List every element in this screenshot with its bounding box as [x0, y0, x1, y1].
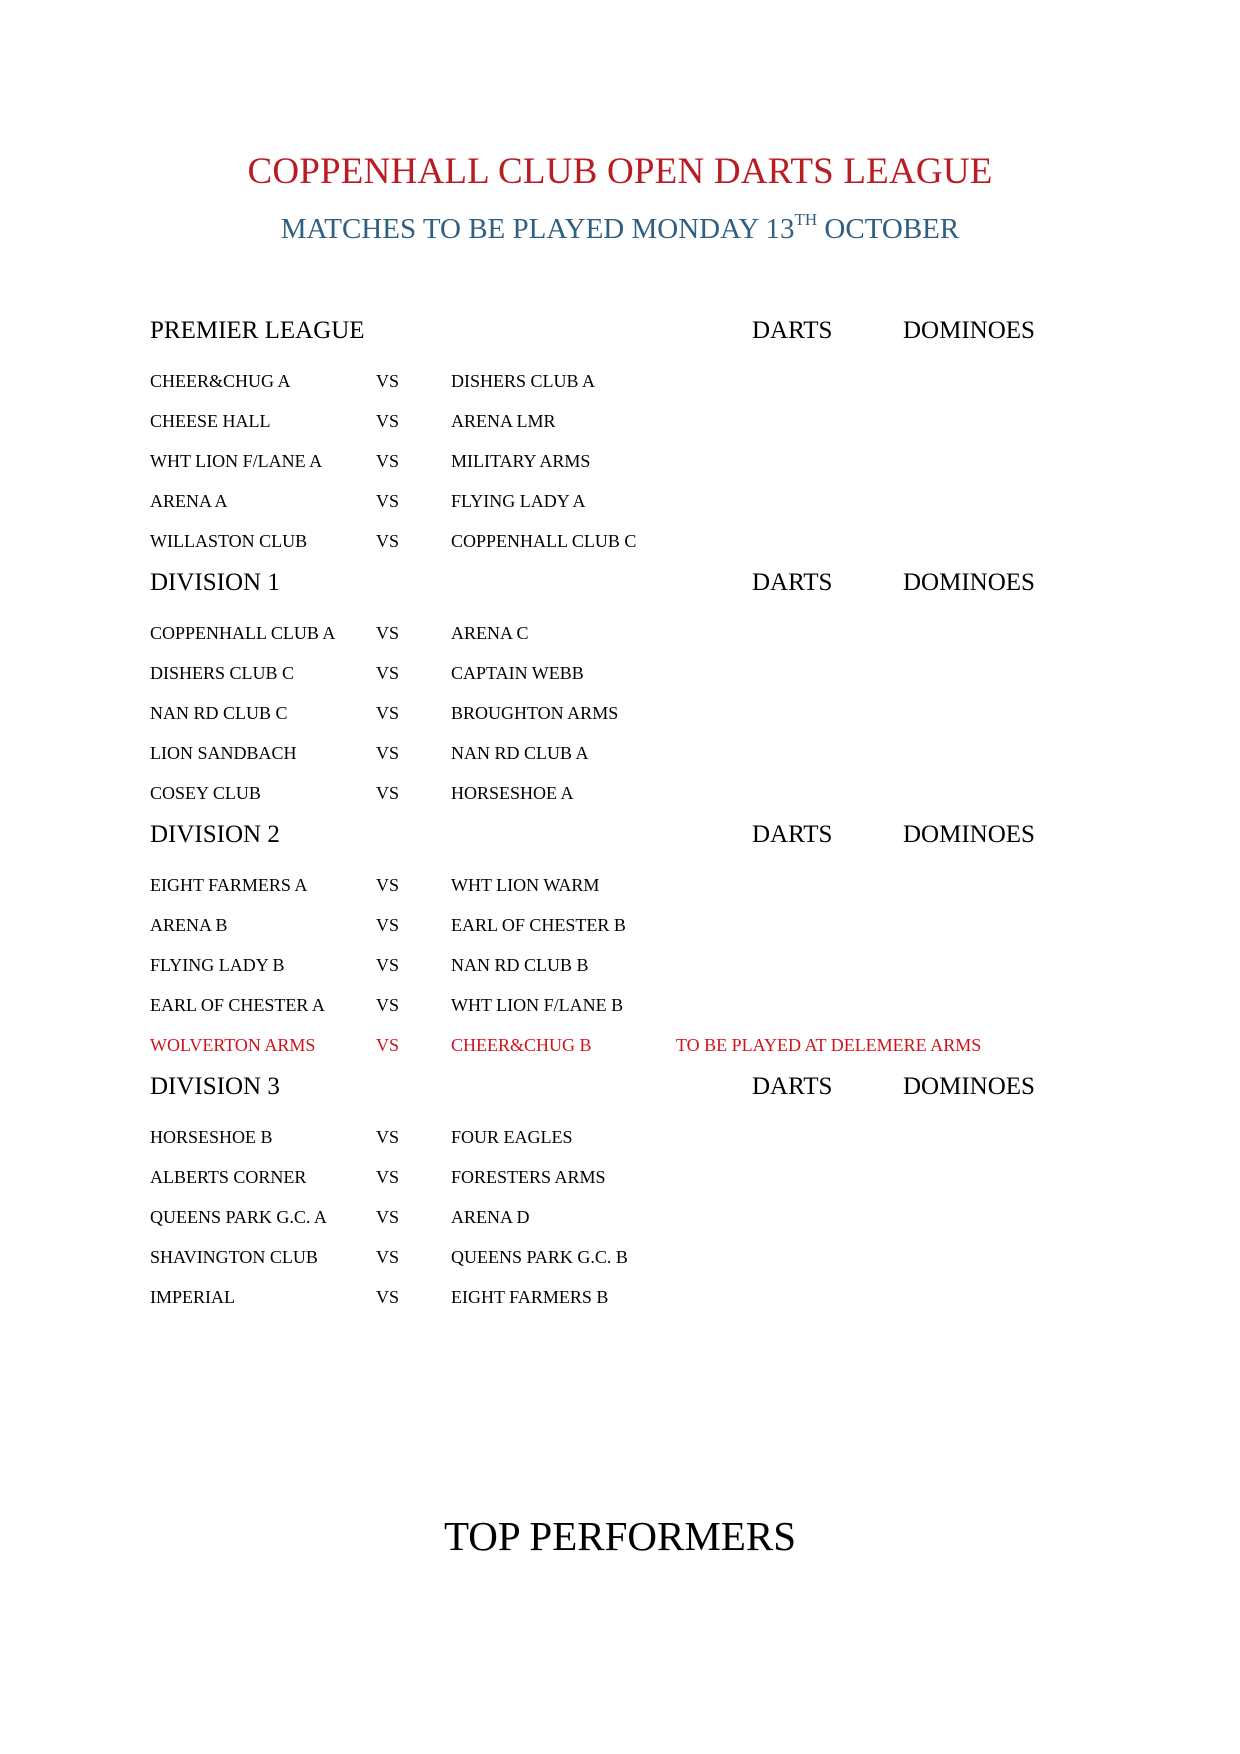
vs-label: VS — [376, 1127, 400, 1147]
home-team: ALBERTS CORNER — [150, 1167, 307, 1187]
fixture-row — [0, 701, 1240, 741]
home-team: NAN RD CLUB C — [150, 703, 288, 723]
vs-label: VS — [376, 663, 400, 683]
darts-column-header: DARTS — [752, 821, 833, 848]
away-team: EARL OF CHESTER B — [451, 915, 626, 935]
home-team: QUEENS PARK G.C. A — [150, 1207, 327, 1227]
home-team: FLYING LADY B — [150, 955, 285, 975]
away-team: WHT LION F/LANE B — [451, 995, 624, 1015]
dominoes-column-header: DOMINOES — [903, 821, 1035, 848]
vs-label: VS — [376, 875, 400, 895]
vs-label: VS — [376, 995, 400, 1015]
home-team: EIGHT FARMERS A — [150, 875, 308, 895]
fixtures-list — [0, 317, 1240, 1325]
home-team: CHEER&CHUG A — [150, 371, 291, 391]
subtitle-text: MATCHES TO BE PLAYED MONDAY 13 — [280, 213, 795, 245]
vs-label: VS — [376, 783, 400, 803]
away-team: COPPENHALL CLUB C — [451, 531, 637, 551]
fixture-row — [0, 489, 1240, 529]
home-team: WHT LION F/LANE A — [150, 451, 323, 471]
home-team: CHEESE HALL — [150, 411, 271, 431]
page-subtitle — [0, 210, 1240, 246]
vs-label: VS — [376, 915, 400, 935]
section-title: DIVISION 2 — [150, 821, 280, 848]
section-header — [0, 317, 1240, 369]
away-team: QUEENS PARK G.C. B — [451, 1247, 628, 1267]
section-header — [0, 1073, 1240, 1125]
away-team: CAPTAIN WEBB — [451, 663, 584, 683]
dominoes-column-header: DOMINOES — [903, 317, 1035, 344]
vs-label: VS — [376, 1207, 400, 1227]
fixture-row — [0, 781, 1240, 821]
home-team: COSEY CLUB — [150, 783, 261, 803]
away-team: FORESTERS ARMS — [451, 1167, 606, 1187]
home-team: ARENA A — [150, 491, 228, 511]
home-team: WILLASTON CLUB — [150, 531, 308, 551]
away-team: ARENA C — [451, 623, 529, 643]
home-team: HORSESHOE B — [150, 1127, 273, 1147]
fixture-row — [0, 1125, 1240, 1165]
home-team: EARL OF CHESTER A — [150, 995, 325, 1015]
vs-label: VS — [376, 371, 400, 391]
fixture-row — [0, 1205, 1240, 1245]
fixture-row — [0, 741, 1240, 781]
dominoes-column-header: DOMINOES — [903, 1073, 1035, 1100]
fixture-row — [0, 1165, 1240, 1205]
darts-column-header: DARTS — [752, 569, 833, 596]
vs-label: VS — [376, 1287, 400, 1307]
fixture-row — [0, 369, 1240, 409]
page-title: COPPENHALL CLUB OPEN DARTS LEAGUE — [247, 151, 993, 192]
away-team: NAN RD CLUB A — [451, 743, 589, 763]
away-team: FOUR EAGLES — [451, 1127, 573, 1147]
vs-label: VS — [376, 1167, 400, 1187]
home-team: DISHERS CLUB C — [150, 663, 295, 683]
vs-label: VS — [376, 451, 400, 471]
section-title: DIVISION 1 — [150, 569, 280, 596]
subtitle-ordinal: TH — [794, 210, 818, 229]
section-header — [0, 821, 1240, 873]
away-team: HORSESHOE A — [451, 783, 574, 803]
fixture-row — [0, 993, 1240, 1033]
away-team: ARENA LMR — [451, 411, 556, 431]
away-team: DISHERS CLUB A — [451, 371, 596, 391]
home-team: COPPENHALL CLUB A — [150, 623, 336, 643]
away-team: NAN RD CLUB B — [451, 955, 589, 975]
darts-column-header: DARTS — [752, 1073, 833, 1100]
darts-column-header: DARTS — [752, 317, 833, 344]
away-team: CHEER&CHUG B — [451, 1035, 592, 1055]
section-header — [0, 569, 1240, 621]
fixture-row-relocated — [0, 1033, 1240, 1073]
away-team: BROUGHTON ARMS — [451, 703, 619, 723]
fixture-row — [0, 1285, 1240, 1325]
fixture-row — [0, 449, 1240, 489]
fixture-row — [0, 621, 1240, 661]
away-team: WHT LION WARM — [451, 875, 600, 895]
fixture-row — [0, 409, 1240, 449]
fixture-row — [0, 529, 1240, 569]
fixture-row — [0, 1245, 1240, 1285]
top-performers-heading: TOP PERFORMERS — [443, 1513, 797, 1559]
vs-label: VS — [376, 1035, 400, 1055]
vs-label: VS — [376, 955, 400, 975]
vs-label: VS — [376, 491, 400, 511]
vs-label: VS — [376, 531, 400, 551]
section-title: DIVISION 3 — [150, 1073, 280, 1100]
away-team: FLYING LADY A — [451, 491, 586, 511]
away-team: MILITARY ARMS — [451, 451, 591, 471]
fixture-row — [0, 873, 1240, 913]
home-team: LION SANDBACH — [150, 743, 297, 763]
home-team: SHAVINGTON CLUB — [150, 1247, 318, 1267]
vs-label: VS — [376, 411, 400, 431]
dominoes-column-header: DOMINOES — [903, 569, 1035, 596]
vs-label: VS — [376, 1247, 400, 1267]
vs-label: VS — [376, 623, 400, 643]
vs-label: VS — [376, 743, 400, 763]
home-team: ARENA B — [150, 915, 228, 935]
section-title: PREMIER LEAGUE — [150, 317, 365, 344]
vs-label: VS — [376, 703, 400, 723]
away-team: ARENA D — [451, 1207, 530, 1227]
fixture-row — [0, 661, 1240, 701]
venue-note: TO BE PLAYED AT DELEMERE ARMS — [676, 1035, 982, 1055]
home-team: WOLVERTON ARMS — [150, 1035, 316, 1055]
away-team: EIGHT FARMERS B — [451, 1287, 609, 1307]
fixture-row — [0, 913, 1240, 953]
fixture-row — [0, 953, 1240, 993]
home-team: IMPERIAL — [150, 1287, 235, 1307]
subtitle-month: OCTOBER — [817, 213, 960, 245]
